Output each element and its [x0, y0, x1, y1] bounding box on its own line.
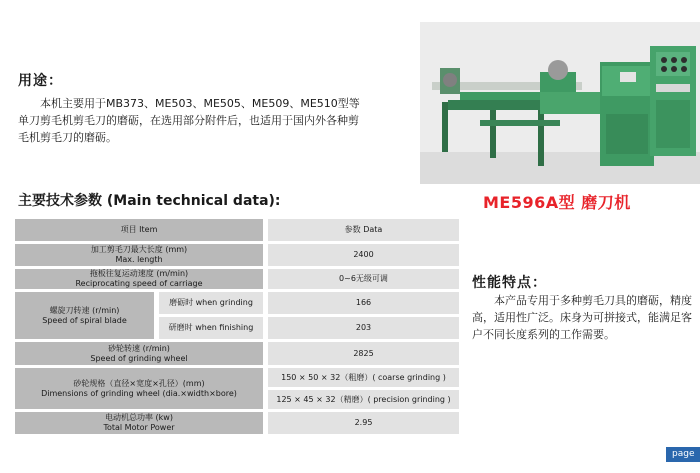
table-row	[15, 368, 459, 387]
table-row	[15, 342, 459, 365]
model-title: ME596A型 磨刀机	[483, 193, 631, 212]
machine-photo	[420, 22, 700, 184]
spec-sublabel: 研磨时 when finishing	[154, 317, 263, 339]
page-tab[interactable]: page	[666, 447, 700, 462]
specs-table	[15, 216, 459, 437]
usage-title: 用途：	[18, 73, 63, 89]
label-en: Speed of spiral blade	[42, 315, 127, 325]
label-en: Reciprocating speed of carriage	[75, 279, 203, 288]
spec-label	[15, 412, 263, 434]
table-row	[15, 412, 459, 434]
header-item: 项目 Item	[15, 219, 263, 241]
label-cn: 砂轮转速 (r/min)	[108, 343, 170, 353]
label-cn: 砂轮规格（直径×宽度×孔径）(mm)	[73, 378, 205, 388]
label-en: Max. length	[115, 255, 163, 264]
spec-label	[15, 269, 263, 289]
label-en: Dimensions of grinding wheel (dia.×width×bore)	[41, 388, 237, 398]
label-cn: 螺旋刀转速 (r/min)	[49, 305, 120, 315]
table-row	[15, 292, 459, 314]
table-header-row	[15, 219, 459, 241]
label-cn: 加工剪毛刀最大长度 (mm)	[90, 245, 188, 254]
spec-label	[15, 368, 263, 409]
usage-description: 本机主要用于MB373、ME503、ME505、ME509、ME510型等单刀剪毛机剪毛刀的磨砺，在选用部分附件后，也适用于国内外各种剪毛机剪毛刀的磨砺。	[18, 97, 360, 144]
label-cn: 拖板往复运动速度 (m/min)	[89, 269, 189, 278]
spec-label	[15, 292, 154, 339]
spec-value: 166	[263, 292, 459, 314]
spec-value: 125 × 45 × 32（精磨）( precision grinding )	[263, 390, 459, 409]
spec-value: 2825	[263, 342, 459, 365]
spec-label	[15, 342, 263, 365]
spec-value: 0~6无级可调	[263, 269, 459, 289]
features-description: 本产品专用于多种剪毛刀具的磨砺，精度高，适用性广泛。床身为可拼接式，能满足客户不同长度系列的工作需要。	[472, 294, 692, 341]
table-row	[15, 244, 459, 266]
spec-sublabel: 磨砺时 when grinding	[154, 292, 263, 314]
label-en: Total Motor Power	[103, 423, 175, 432]
grinding-machine-illustration	[420, 22, 700, 184]
label-en: Speed of grinding wheel	[90, 353, 188, 363]
spec-value: 2400	[263, 244, 459, 266]
table-row	[15, 269, 459, 289]
spec-title: 主要技术参数 (Main technical data):	[18, 193, 281, 209]
spec-value: 203	[263, 317, 459, 339]
spec-label	[15, 244, 263, 266]
header-value: 参数 Data	[263, 219, 459, 241]
features-title: 性能特点：	[472, 275, 547, 291]
spec-value: 150 × 50 × 32（粗磨）( coarse grinding )	[263, 368, 459, 387]
label-cn: 电动机总功率 (kw)	[105, 413, 173, 422]
spec-value: 2.95	[263, 412, 459, 434]
